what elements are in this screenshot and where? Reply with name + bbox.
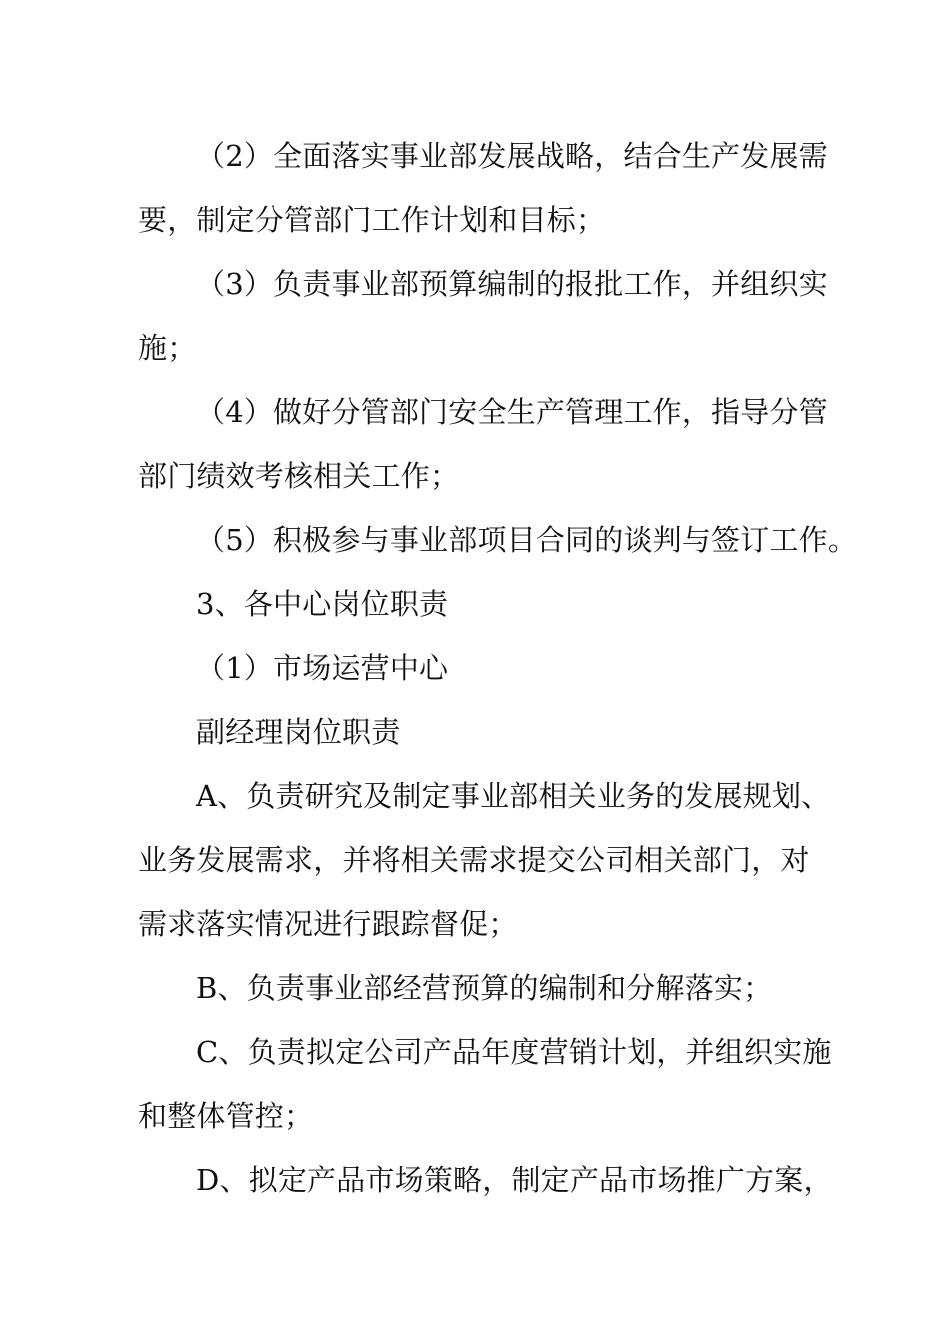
- paragraph-line: 和整体管控；: [138, 1099, 314, 1133]
- paragraph-line: C、负责拟定公司产品年度营销计划，并组织实施: [196, 1035, 832, 1069]
- paragraph-line: 要，制定分管部门工作计划和目标；: [138, 203, 606, 237]
- paragraph-line: 部门绩效考核相关工作；: [138, 459, 460, 493]
- paragraph-line: （5）积极参与事业部项目合同的谈判与签订工作。: [196, 523, 858, 557]
- paragraph-line: 业务发展需求，并将相关需求提交公司相关部门，对: [138, 843, 810, 877]
- paragraph-line: （2）全面落实事业部发展战略，结合生产发展需: [196, 139, 828, 173]
- subsection-heading: （1）市场运营中心: [196, 651, 449, 685]
- role-heading: 副经理岗位职责: [196, 715, 401, 749]
- section-heading: 3、各中心岗位职责: [196, 587, 449, 621]
- paragraph-line: 需求落实情况进行跟踪督促；: [138, 907, 518, 941]
- paragraph-line: D、拟定产品市场策略，制定产品市场推广方案，: [196, 1163, 833, 1197]
- paragraph-line: B、负责事业部经营预算的编制和分解落实；: [196, 971, 773, 1005]
- paragraph-line: A、负责研究及制定事业部相关业务的发展规划、: [196, 779, 831, 813]
- paragraph-line: （4）做好分管部门安全生产管理工作，指导分管: [196, 395, 828, 429]
- paragraph-line: 施；: [138, 331, 197, 365]
- paragraph-line: （3）负责事业部预算编制的报批工作，并组织实: [196, 267, 828, 301]
